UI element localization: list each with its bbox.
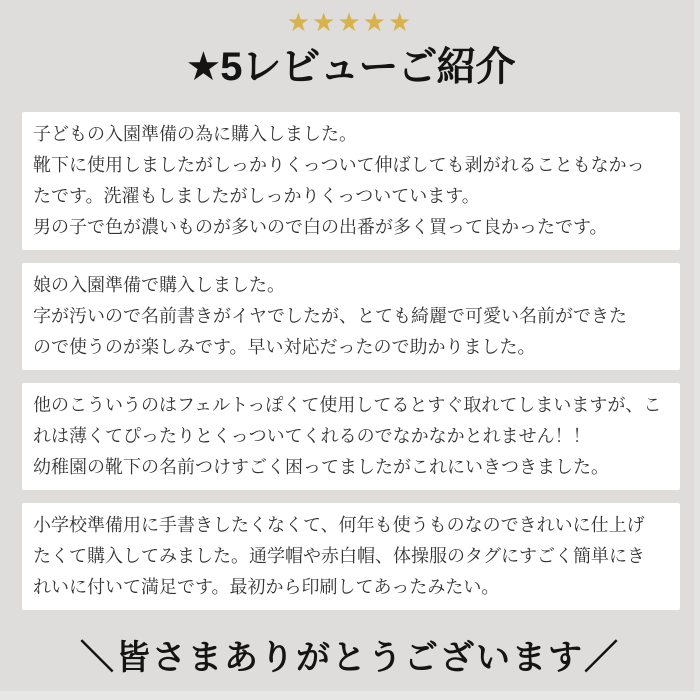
review-text-line: 小学校準備用に手書きしたくなくて、何年も使うものなのできれいに仕上げ: [33, 515, 645, 535]
review-card: [22, 263, 680, 370]
review-text-line: 子どもの入園準備の為に購入しました。: [33, 124, 357, 144]
review-text-line: たです。洗濯もしましたがしっかりくっついています。: [33, 186, 480, 206]
review-text-line: 娘の入園準備で購入しました。: [33, 275, 285, 295]
review-text-line: ので使うのが楽しみです。早い対応だったので助かりました。: [33, 337, 536, 357]
review-card: [22, 503, 680, 610]
review-text-line: れは薄くてぴったりとくっついてくれるのでなかなかとれません！！: [33, 426, 591, 446]
review-text-line: 靴下に使用しましたがしっかりくっついて伸ばしても剥がれることもなかっ: [33, 155, 645, 175]
review-text-line: れいに付いて満足です。最初から印刷してあったみたい。: [33, 577, 500, 597]
five-star-rating-icons: ★★★★★: [286, 7, 414, 37]
review-text-line: 男の子で色が濃いものが多いので白の出番が多く買って良かったです。: [33, 217, 608, 237]
review-card-list: [22, 112, 680, 610]
image-edge-artifact-bottom: [0, 691, 700, 700]
review-text-line: たくて購入してみました。通学帽や赤白帽、体操服のタグにすごく簡単にき: [33, 546, 645, 566]
review-card: [22, 383, 680, 490]
review-text-line: 幼稚園の靴下の名前つけすごく困ってましたがこれにいきつきました。: [33, 457, 609, 477]
thank-you-banner: ＼皆さまありがとうございます／: [80, 639, 620, 677]
review-card: [22, 112, 680, 250]
review-text-line: 字が汚いので名前書きがイヤでしたが、とても綺麗で可愛い名前ができた: [33, 306, 627, 326]
review-text-line: 他のこういうのはフェルトっぽくて使用してるとすぐ取れてしまいますが、こ: [33, 395, 662, 415]
page-title: ★5レビューご紹介: [185, 45, 515, 89]
image-edge-artifact-right: [694, 0, 700, 700]
